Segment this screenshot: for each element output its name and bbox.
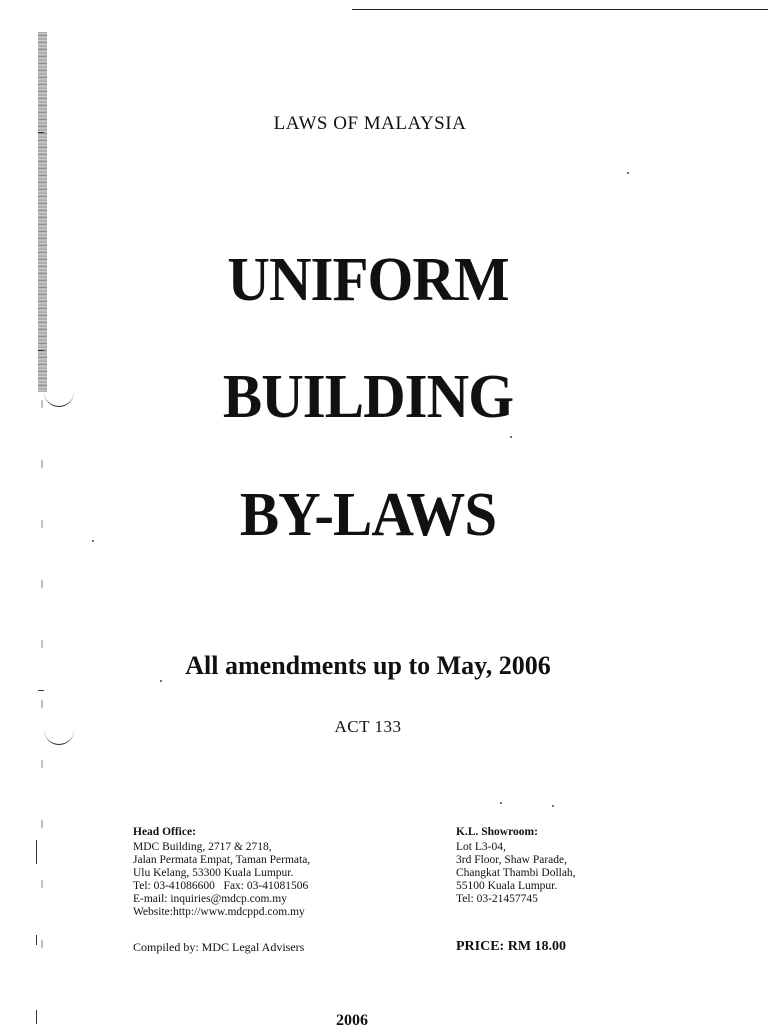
margin-mark xyxy=(36,840,37,864)
margin-mark xyxy=(36,935,37,945)
scan-speck xyxy=(552,805,554,807)
price-label: PRICE: RM 18.00 xyxy=(456,939,567,954)
compiled-by: Compiled by: MDC Legal Advisers xyxy=(133,940,305,954)
head-office-heading: Head Office: xyxy=(133,826,196,838)
address-line: Changkat Thambi Dollah, xyxy=(456,867,576,879)
kl-showroom-block xyxy=(456,826,576,906)
series-heading: LAWS OF MALAYSIA xyxy=(273,113,467,134)
address-line: Lot L3-04, xyxy=(456,841,506,853)
email-line: E-mail: inquiries@mdcp.com.my xyxy=(133,893,287,905)
scan-speck xyxy=(500,802,502,804)
head-office-block xyxy=(133,826,310,919)
kl-showroom-heading: K.L. Showroom: xyxy=(456,826,538,838)
margin-tick xyxy=(38,350,44,351)
scan-top-rule xyxy=(352,9,768,10)
address-line: Jalan Permata Empat, Taman Permata, xyxy=(133,854,311,866)
title-line-3: BY-LAWS xyxy=(239,481,497,549)
margin-tick xyxy=(38,690,44,691)
title-line-2: BUILDING xyxy=(222,363,514,431)
website-line: Website:http://www.mdcppd.com.my xyxy=(133,906,305,918)
title-line-1: UNIFORM xyxy=(227,246,509,314)
scan-speck xyxy=(627,172,629,174)
address-line: MDC Building, 2717 & 2718, xyxy=(133,841,272,853)
scan-binding-edge xyxy=(38,32,47,392)
act-number: ACT 133 xyxy=(334,717,402,736)
publication-year: 2006 xyxy=(336,1012,368,1029)
address-line: Ulu Kelang, 53300 Kuala Lumpur. xyxy=(133,867,294,879)
phone-line: Tel: 03-41086600 Fax: 03-41081506 xyxy=(133,880,309,892)
margin-mark xyxy=(36,1010,37,1024)
phone-line: Tel: 03-21457745 xyxy=(456,893,538,905)
scan-speck xyxy=(510,436,512,438)
amendments-note: All amendments up to May, 2006 xyxy=(185,651,551,680)
address-line: 55100 Kuala Lumpur. xyxy=(456,880,558,892)
address-line: 3rd Floor, Shaw Parade, xyxy=(456,854,568,866)
